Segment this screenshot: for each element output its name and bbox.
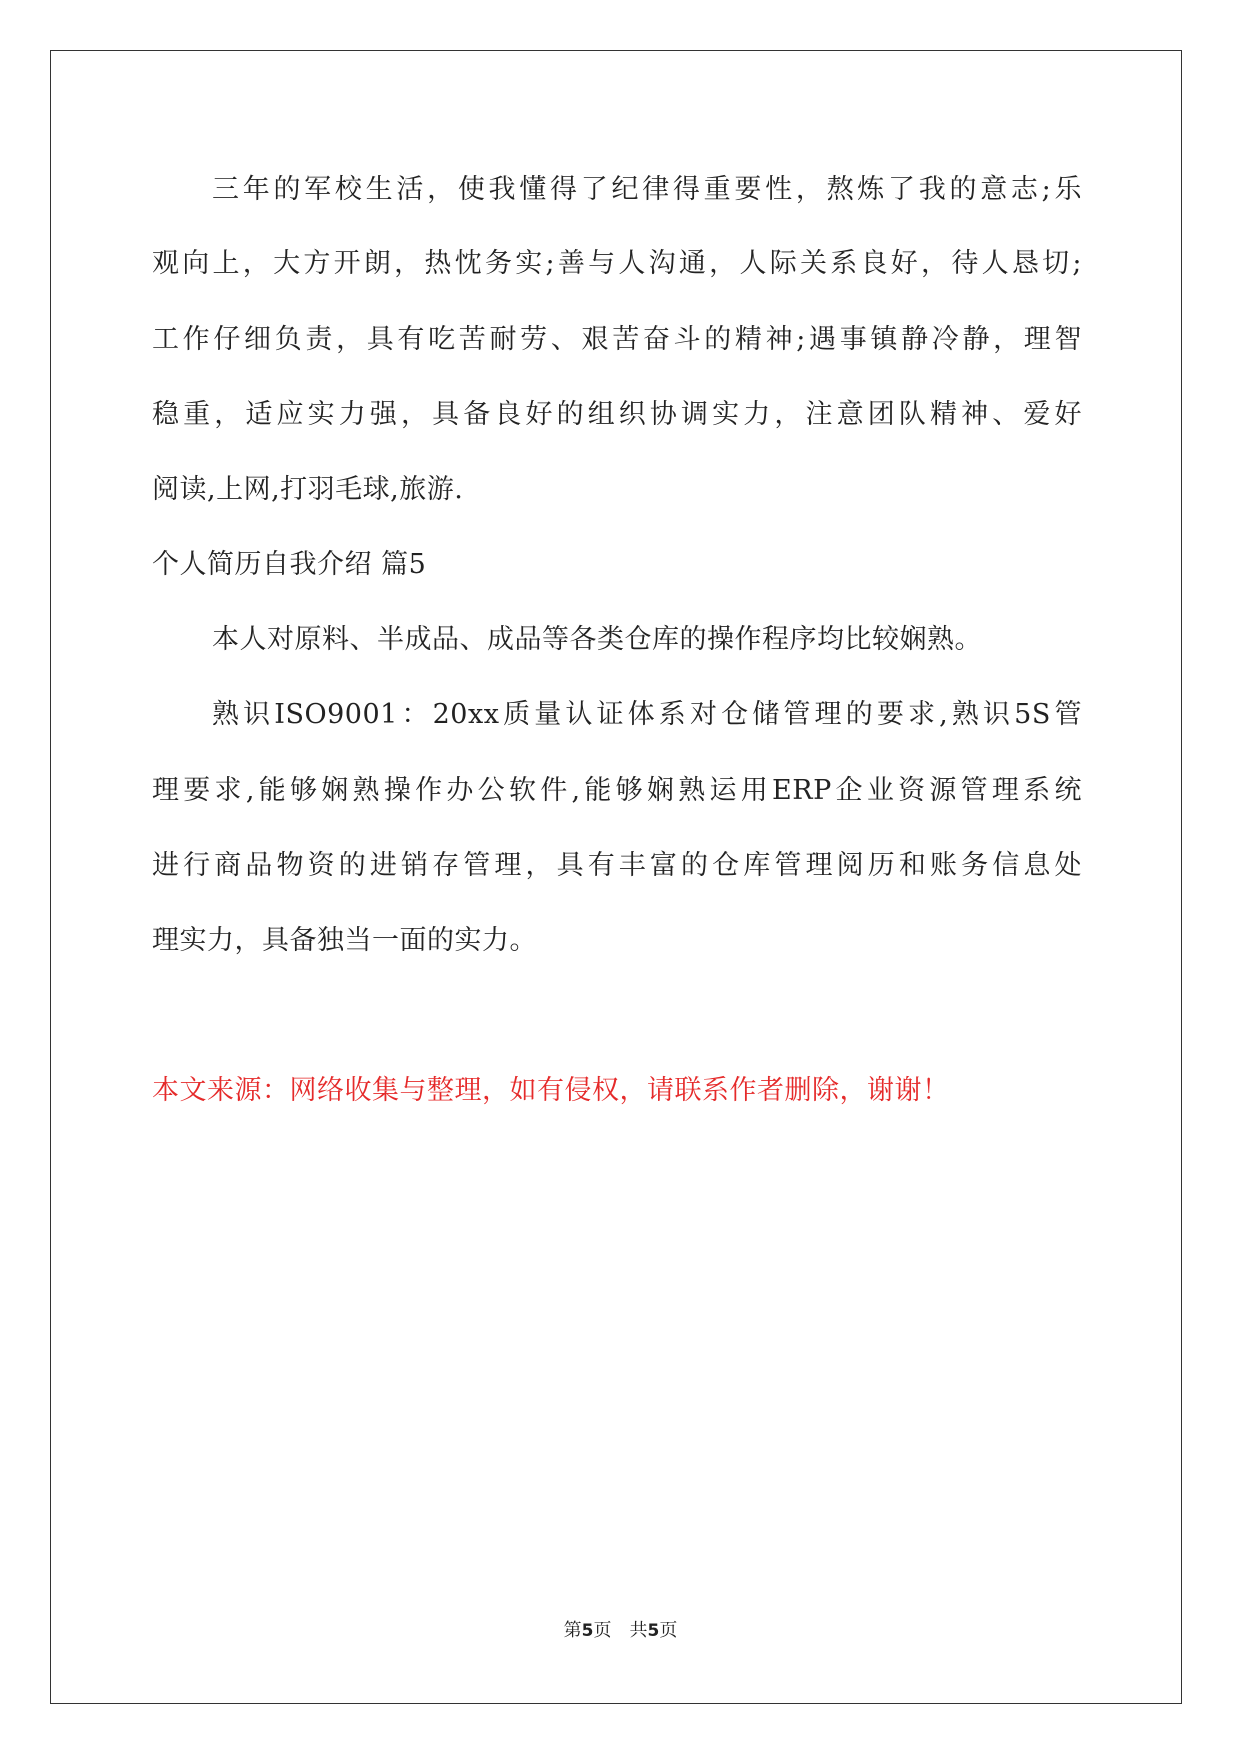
total-prefix: 共 <box>629 1620 648 1641</box>
paragraph-3-line-2: 理要求,能够娴熟操作办公软件,能够娴熟运用ERP企业资源管理系统 <box>152 775 1082 806</box>
paragraph-1-line-4: 稳重，适应实力强，具备良好的组织协调实力，注意团队精神、爱好 <box>152 399 1082 430</box>
source-notice: 本文来源：网络收集与整理，如有侵权，请联系作者删除，谢谢！ <box>152 1075 950 1106</box>
paragraph-1-line-5: 阅读,上网,打羽毛球,旅游. <box>152 474 464 505</box>
paragraph-1-line-3: 工作仔细负责，具有吃苦耐劳、艰苦奋斗的精神;遇事镇静冷静，理智 <box>152 324 1082 355</box>
page-current: 5 <box>581 1621 594 1641</box>
paragraph-1-line-1: 三年的军校生活，使我懂得了纪律得重要性，熬炼了我的意志;乐 <box>212 174 1082 205</box>
page-footer <box>0 1619 1241 1643</box>
paragraph-1-line-2: 观向上，大方开朗，热忱务实;善与人沟通，人际关系良好，待人恳切; <box>152 248 1082 279</box>
paragraph-3-line-1: 熟识ISO9001：20xx质量认证体系对仓储管理的要求,熟识5S管 <box>212 699 1082 730</box>
paragraph-3-line-3: 进行商品物资的进销存管理，具有丰富的仓库管理阅历和账务信息处 <box>152 850 1082 881</box>
page-prefix: 第 <box>563 1620 582 1641</box>
page-total: 5 <box>647 1621 660 1641</box>
paragraph-3-line-4: 理实力，具备独当一面的实力。 <box>152 925 537 956</box>
page-suffix: 页 <box>593 1620 612 1641</box>
total-suffix: 页 <box>659 1620 678 1641</box>
section-heading: 个人简历自我介绍 篇5 <box>152 549 427 580</box>
paragraph-2-line-1: 本人对原料、半成品、成品等各类仓库的操作程序均比较娴熟。 <box>212 624 982 655</box>
